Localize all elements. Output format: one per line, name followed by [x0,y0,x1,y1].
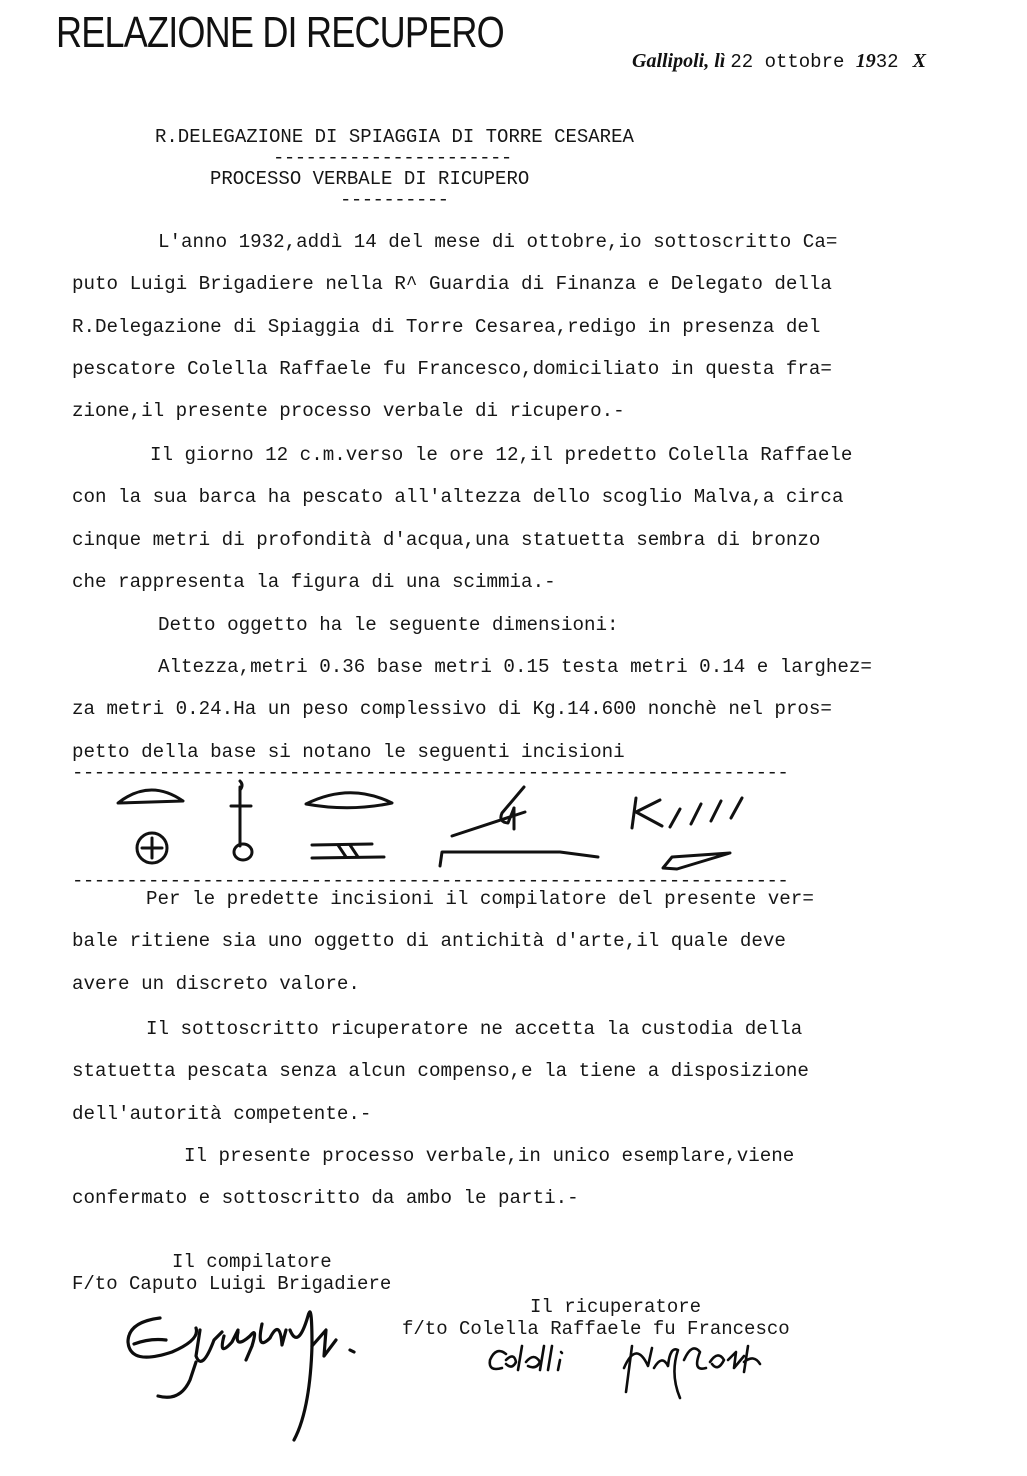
recoverer-name: f/to Colella Raffaele fu Francesco [402,1318,790,1340]
compiler-name: F/to Caputo Luigi Brigadiere [72,1273,392,1295]
heading-rule-2: ---------- [340,189,449,211]
recoverer-signature [490,1346,760,1398]
body-line-text: avere un discreto valore. [72,972,360,995]
body-line-text: puto Luigi Brigadiere nella R^ Guardia di Finanza e Delegato della [72,273,832,296]
body-line-text: statuetta pescata senza alcun compenso,e la tiene a disposizione [72,1060,809,1083]
document-header-title: RELAZIONE DI RECUPERO [56,8,504,57]
body-line-text: con la sua barca ha pescato all'altezza dello scoglio Malva,a circa [72,486,844,509]
body-line-text: zione,il presente processo verbale di ricupero.- [72,400,625,423]
dateline-place: Gallipoli [632,50,705,72]
body-line-text: Il presente processo verbale,in unico esemplare,viene [184,1145,795,1167]
body-line-text: Il sottoscritto ricuperatore ne accetta la custodia della [146,1018,803,1040]
recoverer-role: Il ricuperatore [530,1296,702,1318]
body-line-text: confermato e sottoscritto da ambo le parti.- [72,1187,579,1210]
dateline-year-suffix: 32 [875,51,899,73]
body-line-text: bale ritiene sia uno oggetto di antichità d'arte,il quale deve [72,930,786,953]
body-line-text: che rappresenta la figura di una scimmia.- [72,570,556,593]
body-line-text: Altezza,metri 0.36 base metri 0.15 testa metri 0.14 e larghez= [158,656,872,678]
body-line-text: pescatore Colella Raffaele fu Francesco,domiciliato in questa fra= [72,357,832,380]
body-line-text: dell'autorità competente.- [72,1102,372,1125]
compiler-signature [128,1312,354,1440]
inscription-rule-top: ------------------------------------------------------------------ [72,762,789,784]
inscription-rule-bottom: ------------------------------------------------------------------ [72,870,789,892]
heading-rule-1: ---------------------- [273,147,512,169]
body-line-text: Detto oggetto ha le seguente dimensioni: [158,614,619,636]
dateline-year-prefix: 19 [855,50,876,72]
dateline: Gallipoli, lì 22 ottobre 1932 X [632,50,926,73]
body-line-text: Il giorno 12 c.m.verso le ore 12,il predetto Colella Raffaele [150,444,853,466]
body-line-text: cinque metri di profondità d'acqua,una statuetta sembra di bronzo [72,528,821,551]
body-line-text: R.Delegazione di Spiaggia di Torre Cesarea,redigo in presenza del [72,315,821,338]
dateline-era: X [912,50,926,72]
heading-delegation: R.DELEGAZIONE DI SPIAGGIA DI TORRE CESAREA [155,126,634,148]
heading-title: PROCESSO VERBALE DI RICUPERO [210,168,530,190]
body-line-text: L'anno 1932,addì 14 del mese di ottobre,io sottoscritto Ca= [158,231,838,253]
dateline-date: 22 ottobre [730,51,856,73]
dateline-article: lì [714,50,726,72]
body-line-text: za metri 0.24.Ha un peso complessivo di Kg.14.600 nonchè nel pros= [72,698,832,721]
body-line-text: petto della base si notano le seguenti incisioni [72,740,625,763]
compiler-role: Il compilatore [172,1251,332,1273]
body-line-text: Per le predette incisioni il compilatore del presente ver= [146,888,814,910]
